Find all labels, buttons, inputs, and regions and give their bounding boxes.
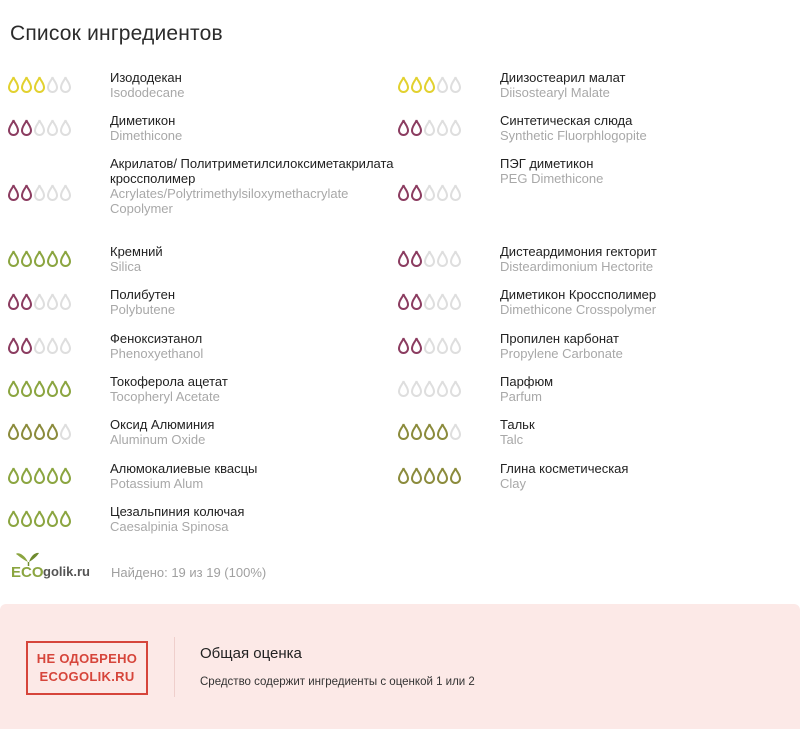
ingredient-rating	[8, 119, 71, 141]
drop-filled-icon	[8, 423, 19, 445]
ingredient-names	[110, 70, 395, 100]
stamp-line-1: НЕ ОДОБРЕНО	[36, 651, 138, 666]
logo-golik-text: golik.ru	[43, 564, 90, 579]
ingredient-name-en: Polybutene	[110, 302, 176, 317]
ingredient-name-en: Acrylates/Polytrimethylsiloxymethacrylate Copolymer	[110, 186, 349, 216]
ingredient-rating	[8, 337, 71, 359]
ingredient-name-ru[interactable]: Полибутен	[110, 287, 176, 302]
ingredient-rating	[398, 119, 461, 141]
page-title: Список ингредиентов	[10, 22, 223, 45]
ingredient-name-en: Potassium Alum	[110, 476, 204, 491]
drop-empty-icon	[398, 380, 409, 402]
drop-filled-icon	[8, 119, 19, 141]
drop-empty-icon	[450, 250, 461, 272]
ingredient-name-ru[interactable]: Диметикон	[110, 113, 176, 128]
drop-empty-icon	[47, 337, 58, 359]
drop-empty-icon	[450, 184, 461, 206]
verdict-divider	[174, 637, 175, 697]
ingredient-names	[500, 244, 785, 274]
drop-empty-icon	[424, 380, 435, 402]
drop-empty-icon	[437, 76, 448, 98]
ingredient-rating	[398, 380, 461, 402]
drop-empty-icon	[60, 337, 71, 359]
drop-empty-icon	[424, 184, 435, 206]
drop-empty-icon	[450, 119, 461, 141]
drop-filled-icon	[424, 467, 435, 489]
ingredient-name-ru[interactable]: Акрилатов/ Политриметилсилоксиметакрилата кроссполимер	[110, 156, 394, 186]
ingredient-names	[110, 374, 395, 404]
ingredient-name-ru[interactable]: Феноксиэтанол	[110, 331, 203, 346]
ingredient-name-en: Clay	[500, 476, 527, 491]
logo-eco-text: ECO	[11, 564, 44, 580]
ingredient-name-en: Parfum	[500, 389, 542, 404]
drop-filled-icon	[60, 380, 71, 402]
drop-filled-icon	[8, 510, 19, 532]
drop-empty-icon	[424, 250, 435, 272]
drop-filled-icon	[411, 423, 422, 445]
drop-filled-icon	[411, 76, 422, 98]
drop-empty-icon	[47, 119, 58, 141]
drop-filled-icon	[21, 293, 32, 315]
drop-filled-icon	[47, 467, 58, 489]
drop-filled-icon	[398, 250, 409, 272]
drop-empty-icon	[437, 380, 448, 402]
drop-empty-icon	[34, 293, 45, 315]
drop-filled-icon	[398, 467, 409, 489]
drop-empty-icon	[34, 184, 45, 206]
drop-filled-icon	[411, 119, 422, 141]
drop-filled-icon	[450, 467, 461, 489]
drop-filled-icon	[34, 380, 45, 402]
drop-empty-icon	[47, 184, 58, 206]
ingredient-name-en: Caesalpinia Spinosa	[110, 519, 229, 534]
drop-empty-icon	[411, 380, 422, 402]
stamp-line-2: ECOGOLIK.RU	[39, 669, 135, 684]
ingredient-name-en: Isododecane	[110, 85, 185, 100]
drop-empty-icon	[450, 423, 461, 445]
drop-empty-icon	[437, 184, 448, 206]
drop-filled-icon	[8, 337, 19, 359]
drop-filled-icon	[34, 250, 45, 272]
drop-filled-icon	[8, 293, 19, 315]
ingredient-names	[500, 113, 785, 143]
ingredient-names	[500, 331, 785, 361]
drop-empty-icon	[424, 337, 435, 359]
drop-empty-icon	[47, 293, 58, 315]
drop-filled-icon	[411, 184, 422, 206]
drop-empty-icon	[437, 119, 448, 141]
drop-empty-icon	[60, 119, 71, 141]
ingredient-names	[110, 113, 395, 143]
ingredient-rating	[8, 250, 71, 272]
ingredient-name-ru[interactable]: Тальк	[500, 417, 535, 432]
ingredient-names	[500, 461, 785, 491]
drop-filled-icon	[21, 380, 32, 402]
drop-filled-icon	[21, 184, 32, 206]
logo-icon	[10, 548, 100, 580]
verdict-text: Средство содержит ингредиенты с оценкой 1 или 2	[200, 676, 475, 688]
drop-filled-icon	[34, 76, 45, 98]
ingredient-names	[500, 156, 785, 186]
drop-filled-icon	[398, 76, 409, 98]
ingredient-name-en: Phenoxyethanol	[110, 346, 204, 361]
drop-empty-icon	[437, 250, 448, 272]
ingredient-name-ru[interactable]: Токоферола ацетат	[110, 374, 228, 389]
ingredient-name-ru[interactable]: Кремний	[110, 244, 163, 259]
ingredient-name-ru[interactable]: Диизостеарил малат	[500, 70, 626, 85]
ingredient-names	[110, 504, 395, 534]
ingredient-name-en: Talc	[500, 432, 524, 447]
ingredient-names	[500, 70, 785, 100]
drop-filled-icon	[424, 76, 435, 98]
ingredient-name-ru[interactable]: Оксид Алюминия	[110, 417, 215, 432]
drop-filled-icon	[398, 337, 409, 359]
drop-filled-icon	[34, 467, 45, 489]
ingredient-name-en: Tocopheryl Acetate	[110, 389, 220, 404]
not-approved-stamp	[26, 641, 148, 695]
ingredient-name-en: Aluminum Oxide	[110, 432, 206, 447]
ingredient-names	[110, 287, 395, 317]
ingredient-name-ru[interactable]: Дистеардимония гекторит	[500, 244, 657, 259]
drop-filled-icon	[34, 510, 45, 532]
ingredient-names	[500, 374, 785, 404]
drop-filled-icon	[34, 423, 45, 445]
drop-empty-icon	[60, 184, 71, 206]
ingredient-name-en: Disteardimonium Hectorite	[500, 259, 654, 274]
drop-filled-icon	[47, 380, 58, 402]
ingredient-name-en: Diisostearyl Malate	[500, 85, 610, 100]
drop-filled-icon	[47, 423, 58, 445]
ingredient-name-ru[interactable]: Парфюм	[500, 374, 554, 389]
ingredient-rating	[8, 293, 71, 315]
ingredient-rating	[398, 423, 461, 445]
drop-empty-icon	[424, 293, 435, 315]
drop-empty-icon	[47, 76, 58, 98]
ingredient-name-ru[interactable]: Синтетическая слюда	[500, 113, 633, 128]
ingredient-name-ru[interactable]: Глина косметическая	[500, 461, 629, 476]
ingredient-names	[500, 287, 785, 317]
ingredient-names	[110, 417, 395, 447]
drop-filled-icon	[21, 467, 32, 489]
ingredient-name-en: Dimethicone	[110, 128, 183, 143]
ingredient-name-en: Propylene Carbonate	[500, 346, 623, 361]
ingredient-names	[110, 156, 395, 216]
ingredient-rating	[398, 293, 461, 315]
drop-empty-icon	[34, 337, 45, 359]
drop-filled-icon	[8, 184, 19, 206]
drop-filled-icon	[398, 184, 409, 206]
ingredient-rating	[8, 467, 71, 489]
ingredient-rating	[398, 76, 461, 98]
ingredient-rating	[8, 423, 71, 445]
drop-filled-icon	[21, 250, 32, 272]
ingredient-rating	[8, 510, 71, 532]
ingredient-name-ru[interactable]: Алюмокалиевые квасцы	[110, 461, 258, 476]
drop-filled-icon	[47, 510, 58, 532]
ingredient-rating	[8, 184, 71, 206]
ingredient-rating	[8, 380, 71, 402]
ingredient-name-ru[interactable]: Пропилен карбонат	[500, 331, 619, 346]
drop-filled-icon	[47, 250, 58, 272]
drop-filled-icon	[60, 250, 71, 272]
drop-filled-icon	[424, 423, 435, 445]
ingredient-rating	[398, 467, 461, 489]
drop-empty-icon	[60, 76, 71, 98]
drop-filled-icon	[8, 76, 19, 98]
verdict-title: Общая оценка	[200, 645, 302, 662]
drop-filled-icon	[8, 467, 19, 489]
drop-filled-icon	[398, 423, 409, 445]
drop-filled-icon	[411, 250, 422, 272]
drop-filled-icon	[8, 380, 19, 402]
overall-verdict-panel	[0, 604, 800, 729]
ingredient-name-ru[interactable]: Цезальпиния колючая	[110, 504, 245, 519]
drop-filled-icon	[21, 510, 32, 532]
found-count: Найдено: 19 из 19 (100%)	[111, 565, 267, 580]
ingredient-names	[110, 461, 395, 491]
drop-empty-icon	[437, 337, 448, 359]
drop-empty-icon	[450, 337, 461, 359]
ingredient-rating	[398, 250, 461, 272]
drop-filled-icon	[60, 510, 71, 532]
drop-filled-icon	[398, 293, 409, 315]
drop-filled-icon	[8, 250, 19, 272]
drop-empty-icon	[437, 293, 448, 315]
ingredient-name-en: Dimethicone Crosspolymer	[500, 302, 657, 317]
ingredient-name-ru[interactable]: Диметикон Кроссполимер	[500, 287, 657, 302]
ingredient-name-en: PEG Dimethicone	[500, 171, 604, 186]
drop-empty-icon	[34, 119, 45, 141]
ingredient-rating	[398, 184, 461, 206]
ingredient-rating	[398, 337, 461, 359]
drop-empty-icon	[450, 293, 461, 315]
drop-empty-icon	[424, 119, 435, 141]
drop-empty-icon	[450, 380, 461, 402]
drop-filled-icon	[437, 467, 448, 489]
ingredient-names	[110, 331, 395, 361]
ecogolik-logo[interactable]	[10, 548, 100, 580]
drop-filled-icon	[411, 467, 422, 489]
drop-filled-icon	[411, 293, 422, 315]
drop-filled-icon	[398, 119, 409, 141]
ingredient-rating	[8, 76, 71, 98]
ingredient-name-ru[interactable]: Изододекан	[110, 70, 182, 85]
ingredient-name-ru[interactable]: ПЭГ диметикон	[500, 156, 594, 171]
ingredient-names	[110, 244, 395, 274]
drop-empty-icon	[60, 423, 71, 445]
ingredient-name-en: Synthetic Fluorphlogopite	[500, 128, 647, 143]
drop-filled-icon	[21, 119, 32, 141]
ingredient-name-en: Silica	[110, 259, 142, 274]
drop-filled-icon	[21, 76, 32, 98]
drop-empty-icon	[60, 293, 71, 315]
drop-filled-icon	[437, 423, 448, 445]
ingredient-names	[500, 417, 785, 447]
drop-filled-icon	[411, 337, 422, 359]
drop-filled-icon	[21, 423, 32, 445]
drop-empty-icon	[450, 76, 461, 98]
drop-filled-icon	[21, 337, 32, 359]
drop-filled-icon	[60, 467, 71, 489]
